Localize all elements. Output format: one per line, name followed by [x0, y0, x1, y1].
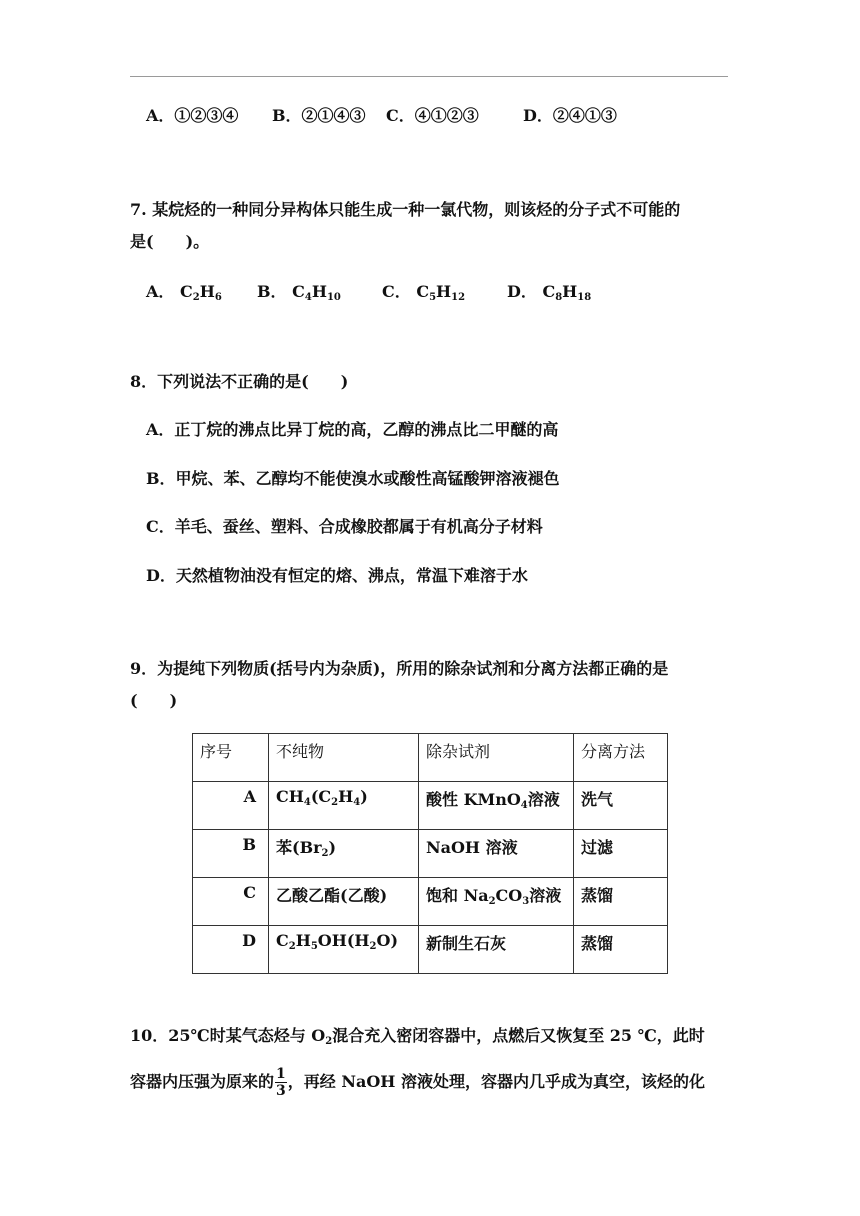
table-row: [193, 782, 668, 830]
q8-option-a: A．正丁烷的沸点比异丁烷的高，乙醇的沸点比二甲醚的高: [146, 420, 559, 439]
purification-table: [192, 733, 668, 974]
reagent: 饱和 $Na_2CO_3$溶液: [419, 878, 574, 926]
fraction-one-third: $\frac{1}{3}$: [276, 1066, 286, 1099]
header-cell: 不纯物: [269, 734, 419, 782]
reagent: 酸性 KMnO$_4$溶液: [419, 782, 574, 830]
table-row: [193, 830, 668, 878]
q8-option-d: D．天然植物油没有恒定的熔、沸点，常温下难溶于水: [146, 566, 528, 585]
q8-option-c: C．羊毛、蚕丝、塑料、合成橡胶都属于有机高分子材料: [146, 517, 543, 536]
q9-stem-line2: ( ): [130, 691, 178, 710]
q6-option-a: A．①②③④: [146, 106, 239, 125]
q7-option-d: D． $C_8H_{18}$: [507, 282, 592, 303]
row-number: C: [193, 878, 269, 926]
separation-method: 蒸馏: [574, 926, 668, 974]
q6-option-d: D．②④①③: [523, 106, 617, 125]
table-header-row: [193, 734, 668, 782]
row-number: A: [193, 782, 269, 830]
header-rule: [130, 76, 728, 77]
q8-option-b: B．甲烷、苯、乙醇均不能使溴水或酸性高锰酸钾溶液褪色: [146, 469, 560, 488]
separation-method: 洗气: [574, 782, 668, 830]
table-row: [193, 926, 668, 974]
q6-options: [146, 106, 617, 126]
q7-stem-line2: 是( )。: [130, 232, 210, 251]
separation-method: 过滤: [574, 830, 668, 878]
q7-option-b: B． $C_4H_{10}$: [257, 282, 341, 303]
q8-stem: 8．下列说法不正确的是( ): [130, 372, 349, 391]
impure-substance: 苯$(Br_2)$: [269, 830, 419, 878]
impure-substance: $C_2H_5OH(H_2O)$: [269, 926, 419, 974]
row-number: B: [193, 830, 269, 878]
impure-substance: 乙酸乙酯(乙酸): [269, 878, 419, 926]
header-cell: 序号: [193, 734, 269, 782]
header-cell: 分离方法: [574, 734, 668, 782]
impure-substance: $CH_4(C_2H_4)$: [269, 782, 419, 830]
q6-option-c: C．④①②③: [386, 106, 479, 125]
q7-stem-line1: 7. 某烷烃的一种同分异构体只能生成一种一氯代物，则该烃的分子式不可能的: [130, 200, 681, 219]
q7-option-c: C． $C_5H_{12}$: [382, 282, 466, 303]
row-number: D: [193, 926, 269, 974]
q10-stem-line2: 容器内压强为原来的 $\frac{1}{3}$ ，再经 NaOH 溶液处理，容器内几乎成为真空，该烃的化: [130, 1066, 705, 1099]
q7-option-a: A． $C_2H_6$: [146, 282, 222, 303]
q6-option-b: B．②①④③: [272, 106, 366, 125]
reagent: 新制生石灰: [419, 926, 574, 974]
q7-options: [146, 282, 591, 302]
table-row: [193, 878, 668, 926]
separation-method: 蒸馏: [574, 878, 668, 926]
header-cell: 除杂试剂: [419, 734, 574, 782]
reagent: NaOH 溶液: [419, 830, 574, 878]
q10-stem-line1: 10．25℃时某气态烃与 $O_2$混合充入密闭容器中，点燃后又恢复至 25 ℃，此时: [130, 1026, 705, 1047]
q9-stem-line1: 9．为提纯下列物质(括号内为杂质)，所用的除杂试剂和分离方法都正确的是: [130, 659, 669, 678]
